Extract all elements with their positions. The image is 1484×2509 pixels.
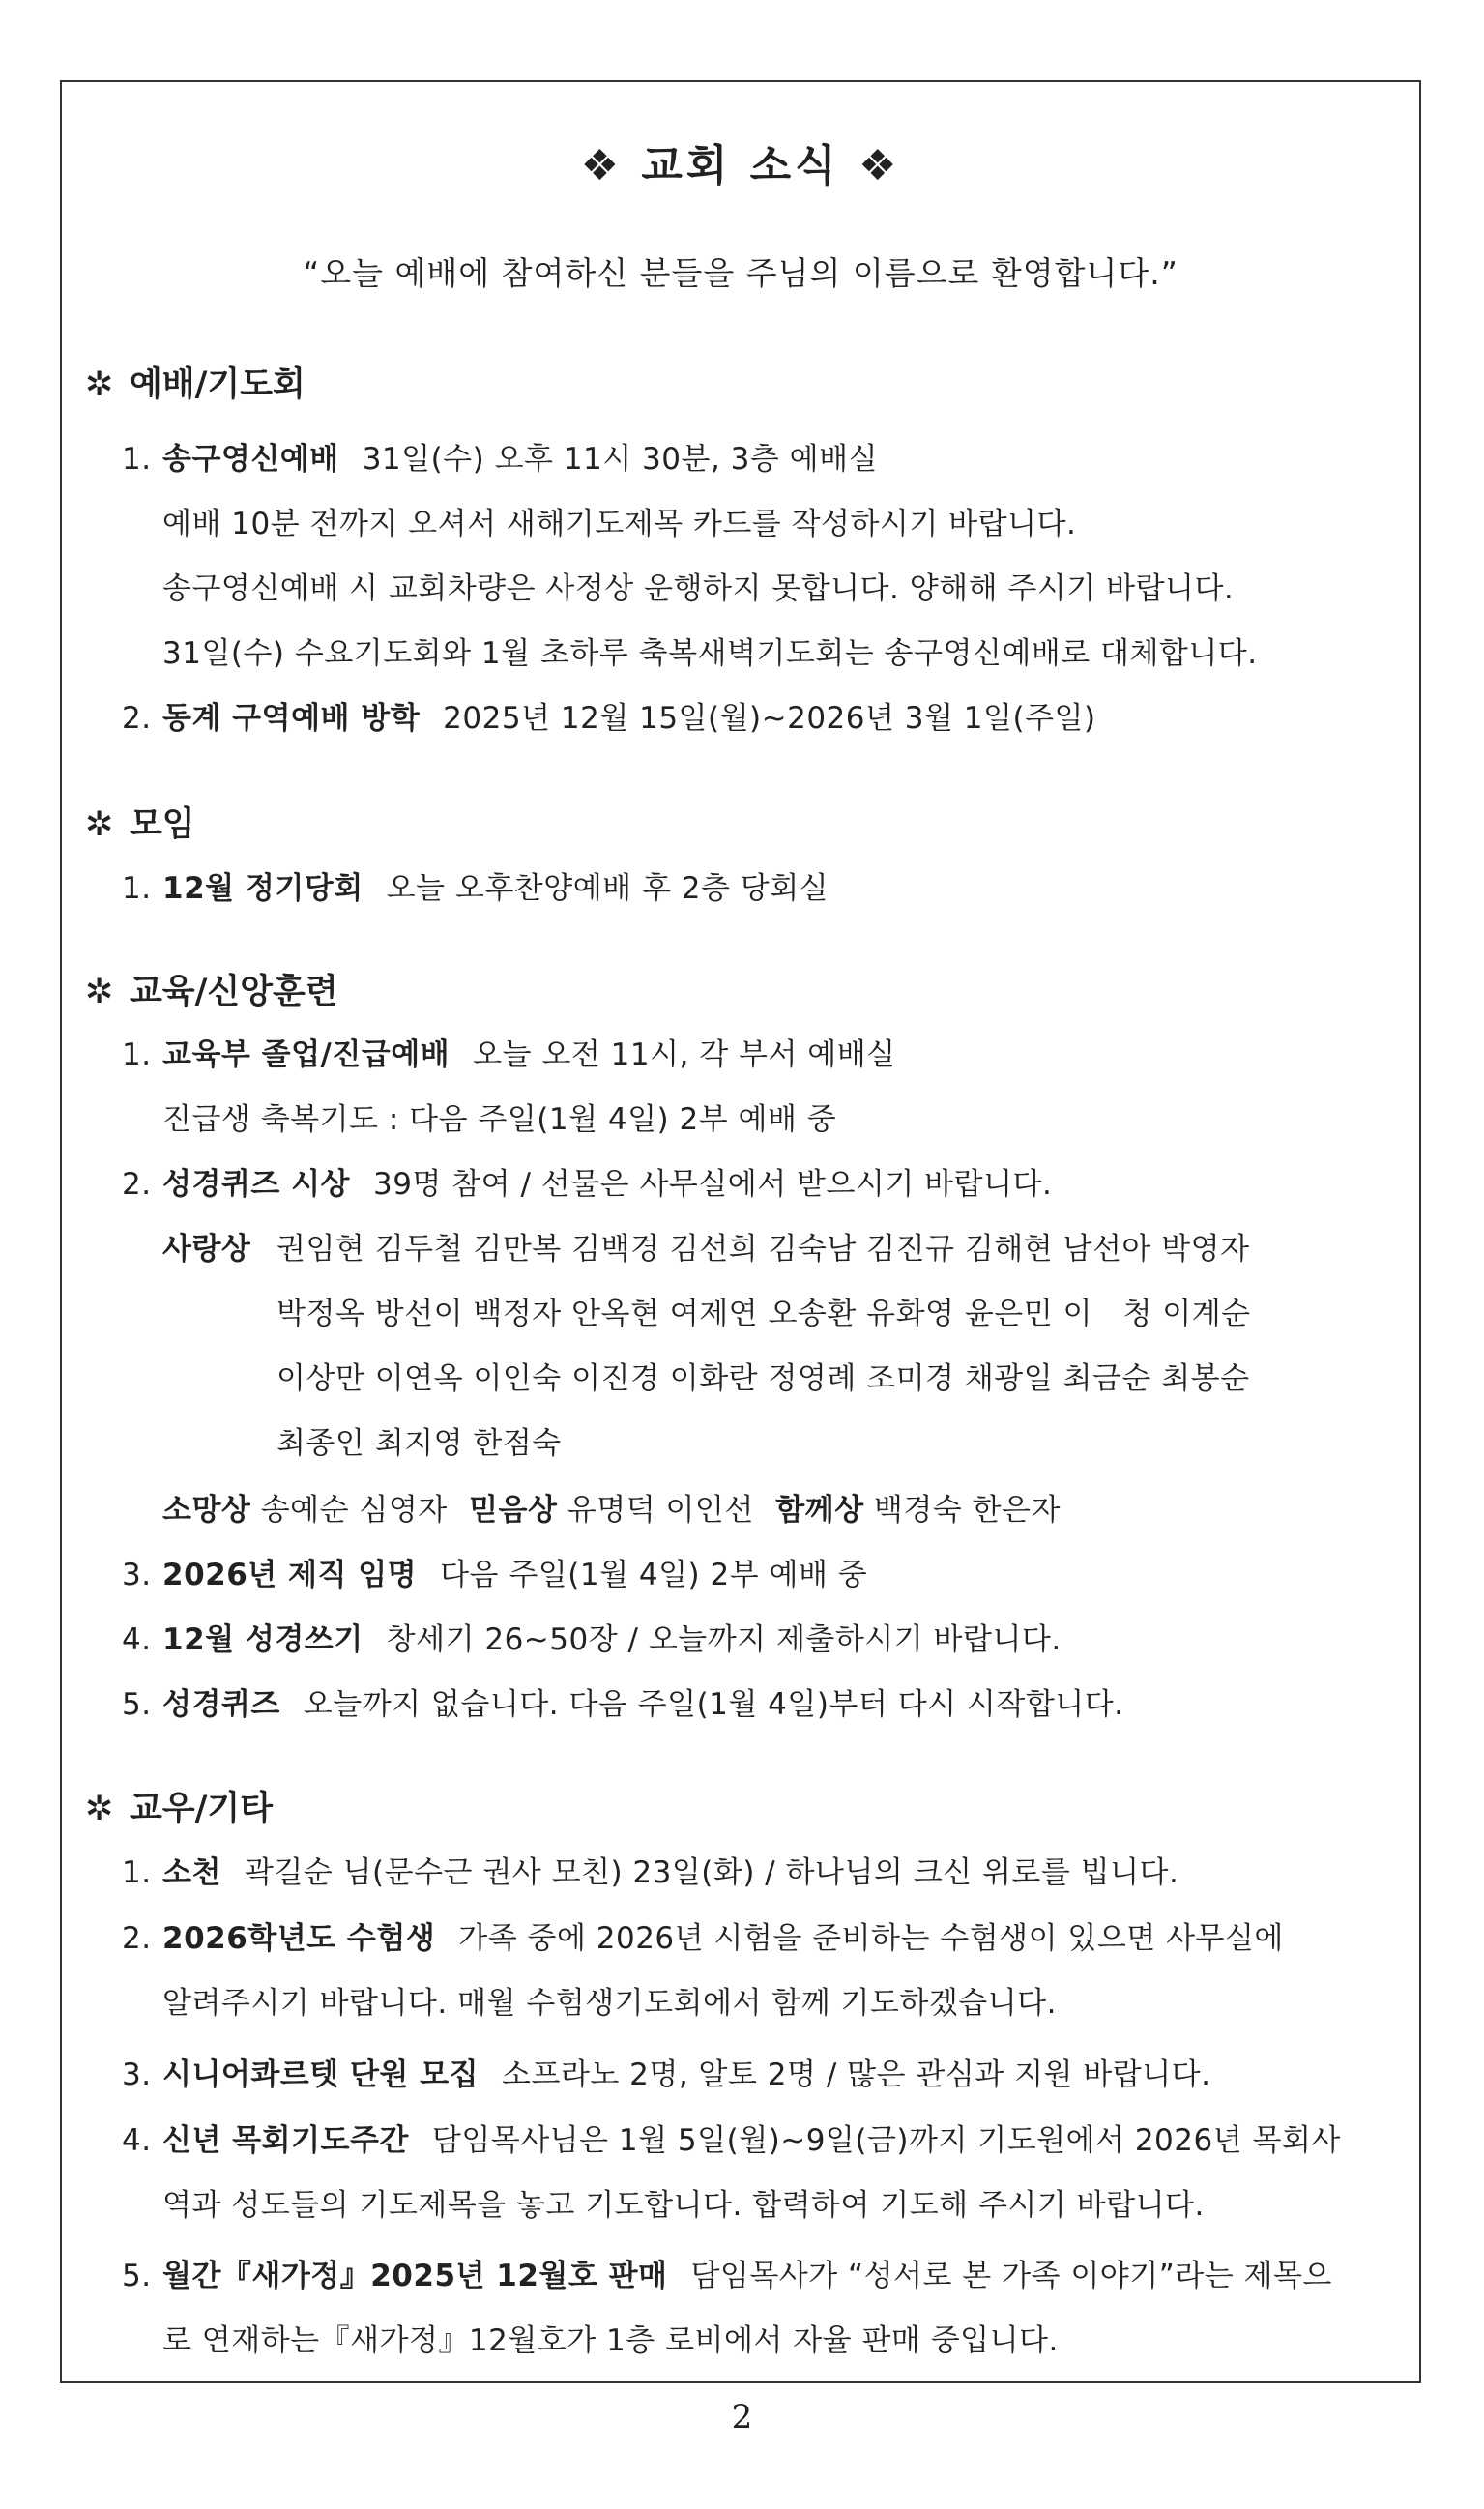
snowflake-icon: ✲ [85, 1790, 114, 1828]
list-item: 2. 동계 구역예배 방학 2025년 12월 15일(월)~2026년 3월 1일(주일) [122, 701, 1096, 736]
award-love-names: 이상만 이연옥 이인숙 이진경 이화란 정영례 조미경 채광일 최금순 최봉순 [276, 1361, 1250, 1396]
list-item: 5. 성경퀴즈 오늘까지 없습니다. 다음 주일(1월 4일)부터 다시 시작합니다. [122, 1687, 1124, 1722]
list-item: 2. 성경퀴즈 시상 39명 참여 / 선물은 사무실에서 받으시기 바랍니다. [122, 1167, 1053, 1202]
welcome-message: “오늘 예배에 참여하신 분들을 주님의 이름으로 환영합니다.” [303, 254, 1178, 292]
list-item: 1. 12월 정기당회 오늘 오후찬양예배 후 2층 당회실 [122, 871, 829, 906]
award-other-row: 소망상 송예순 심영자 믿음상 유명덕 이인선 함께상 백경숙 한은자 [162, 1493, 1061, 1528]
list-item: 2. 2026학년도 수험생 가족 중에 2026년 시험을 준비하는 수험생이 있으면 사무실에 [122, 1921, 1284, 1956]
list-item-detail: 알려주시기 바랍니다. 매월 수험생기도회에서 함께 기도하겠습니다. [162, 1986, 1057, 2021]
list-item: 5. 월간『새가정』2025년 12월호 판매 담임목사가 “성서로 본 가족 이야기”라는 제목으 [122, 2259, 1332, 2293]
page-number: 2 [731, 2398, 753, 2436]
snowflake-icon: ✲ [85, 805, 114, 844]
list-item: 1. 교육부 졸업/진급예배 오늘 오전 11시, 각 부서 예배실 [122, 1037, 896, 1072]
section-heading-meetings: ✲ 모임 [85, 805, 195, 844]
section-heading-members: ✲ 교우/기타 [85, 1790, 274, 1828]
list-item: 3. 2026년 제직 임명 다음 주일(1월 4일) 2부 예배 중 [122, 1558, 868, 1592]
bulletin-content [62, 82, 1419, 2381]
bulletin-frame [60, 80, 1421, 2383]
list-item-detail: 진급생 축복기도 : 다음 주일(1월 4일) 2부 예배 중 [162, 1102, 837, 1137]
section-heading-worship: ✲ 예배/기도회 [85, 365, 306, 404]
list-item: 3. 시니어콰르텟 단원 모집 소프라노 2명, 알토 2명 / 많은 관심과 지원 바랍니다. [122, 2057, 1211, 2092]
list-item: 4. 신년 목회기도주간 담임목사님은 1월 5일(월)~9일(금)까지 기도원에서 2026년 목회사 [122, 2123, 1341, 2158]
award-love-row: 사랑상 권임현 김두철 김만복 김백경 김선희 김숙남 김진규 김해현 남선아 박영자 [162, 1232, 1250, 1267]
list-item: 1. 소천 곽길순 님(문수근 권사 모친) 23일(화) / 하나님의 크신 위로를 빕니다. [122, 1855, 1179, 1890]
award-love-names: 최종인 최지영 한점숙 [276, 1426, 562, 1461]
list-item: 4. 12월 성경쓰기 창세기 26~50장 / 오늘까지 제출하시기 바랍니다. [122, 1622, 1062, 1657]
list-item-detail: 역과 성도들의 기도제목을 놓고 기도합니다. 합력하여 기도해 주시기 바랍니다. [162, 2188, 1205, 2223]
list-item: 1. 송구영신예배 31일(수) 오후 11시 30분, 3층 예배실 [122, 442, 879, 477]
section-heading-education: ✲ 교육/신앙훈련 [85, 973, 338, 1011]
list-item-detail: 송구영신예배 시 교회차량은 사정상 운행하지 못합니다. 양해해 주시기 바랍니다. [162, 571, 1235, 606]
snowflake-icon: ✲ [85, 365, 114, 404]
list-item-detail: 예배 10분 전까지 오셔서 새해기도제목 카드를 작성하시기 바랍니다. [162, 507, 1077, 541]
award-love-names: 박정옥 방선이 백정자 안옥현 여제연 오송환 유화영 윤은민 이 청 이계순 [276, 1297, 1251, 1331]
snowflake-icon: ✲ [85, 973, 114, 1011]
list-item-detail: 로 연재하는『새가정』12월호가 1층 로비에서 자율 판매 중입니다. [162, 2323, 1059, 2358]
list-item-detail: 31일(수) 수요기도회와 1월 초하루 축복새벽기도회는 송구영신예배로 대체합니다. [162, 636, 1258, 671]
page-title: ❖ 교회 소식 ❖ [580, 141, 901, 190]
